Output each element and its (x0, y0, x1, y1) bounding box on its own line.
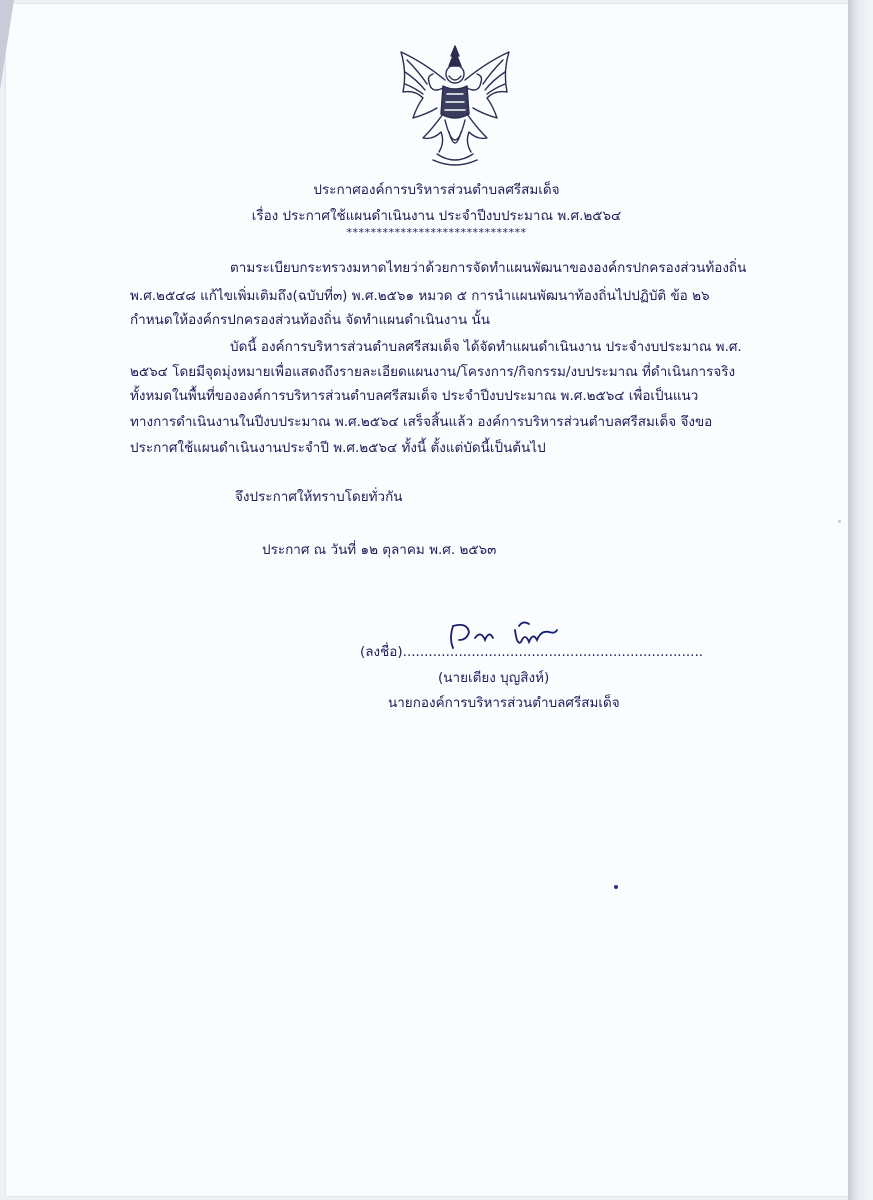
subject-heading: เรื่อง ประกาศใช้แผนดำเนินงาน ประจำปีงบประมาณ พ.ศ.๒๕๖๔ (251, 208, 622, 224)
paragraph-1-line-2: พ.ศ.๒๕๔๘ แก้ไขเพิ่มเติมถึง(ฉบับที่๓) พ.ศ.๒๕๖๑ หมวด ๕ การนำแผนพัฒนาท้องถิ่นไปปฏิบัติ ข้อ ๒๖ (130, 288, 710, 304)
paragraph-2-line-4: ทางการดำเนินงานในปีงบประมาณ พ.ศ.๒๕๖๔ เสร็จสิ้นแล้ว องค์การบริหารส่วนตำบลศรีสมเด็จ จึงขอ (130, 414, 713, 430)
announcement-date: ประกาศ ณ วันที่ ๑๒ ตุลาคม พ.ศ. ๒๕๖๓ (262, 542, 497, 558)
scan-corner (0, 0, 14, 90)
scan-speck (838, 520, 841, 523)
garuda-emblem-icon (393, 42, 517, 170)
paragraph-2-line-3: ทั้งหมดในพื้นที่ขององค์การบริหารส่วนตำบลศรีสมเด็จ ประจำปีงบประมาณ พ.ศ.๒๕๖๔ เพื่อเป็นแนว (130, 388, 699, 404)
issuer-heading: ประกาศองค์การบริหารส่วนตำบลศรีสมเด็จ (313, 182, 560, 198)
ink-dot (614, 885, 618, 889)
paragraph-1-line-3: กำหนดให้องค์กรปกครองส่วนท้องถิ่น จัดทำแผนดำเนินงาน นั้น (130, 312, 490, 328)
closing-statement: จึงประกาศให้ทราบโดยทั่วกัน (235, 489, 403, 505)
signer-name: (นายเตียง บุญสิงห์) (438, 670, 550, 686)
paragraph-2-line-5: ประกาศใช้แผนดำเนินงานประจำปี พ.ศ.๒๕๖๔ ทั้งนี้ ตั้งแต่บัดนี้เป็นต้นไป (130, 440, 546, 456)
signer-title: นายกองค์การบริหารส่วนตำบลศรีสมเด็จ (388, 695, 620, 711)
handwritten-signature-icon (445, 618, 565, 654)
heading-separator: ****************************** (346, 226, 527, 239)
signature-line: (ลงชื่อ)...................................................................... (360, 644, 704, 660)
paragraph-1-line-1: ตามระเบียบกระทรวงมหาดไทยว่าด้วยการจัดทำแผนพัฒนาขององค์กรปกครองส่วนท้องถิ่น (230, 260, 747, 276)
paragraph-2-line-2: ๒๕๖๔ โดยมีจุดมุ่งหมายเพื่อแสดงถึงรายละเอียดแผนงาน/โครงการ/กิจกรรม/งบประมาณ ที่ดำเนินการจริง (130, 364, 736, 380)
paragraph-2-line-1: บัดนี้ องค์การบริหารส่วนตำบลศรีสมเด็จ ได้จัดทำแผนดำเนินงาน ประจำงบประมาณ พ.ศ. (230, 339, 742, 355)
